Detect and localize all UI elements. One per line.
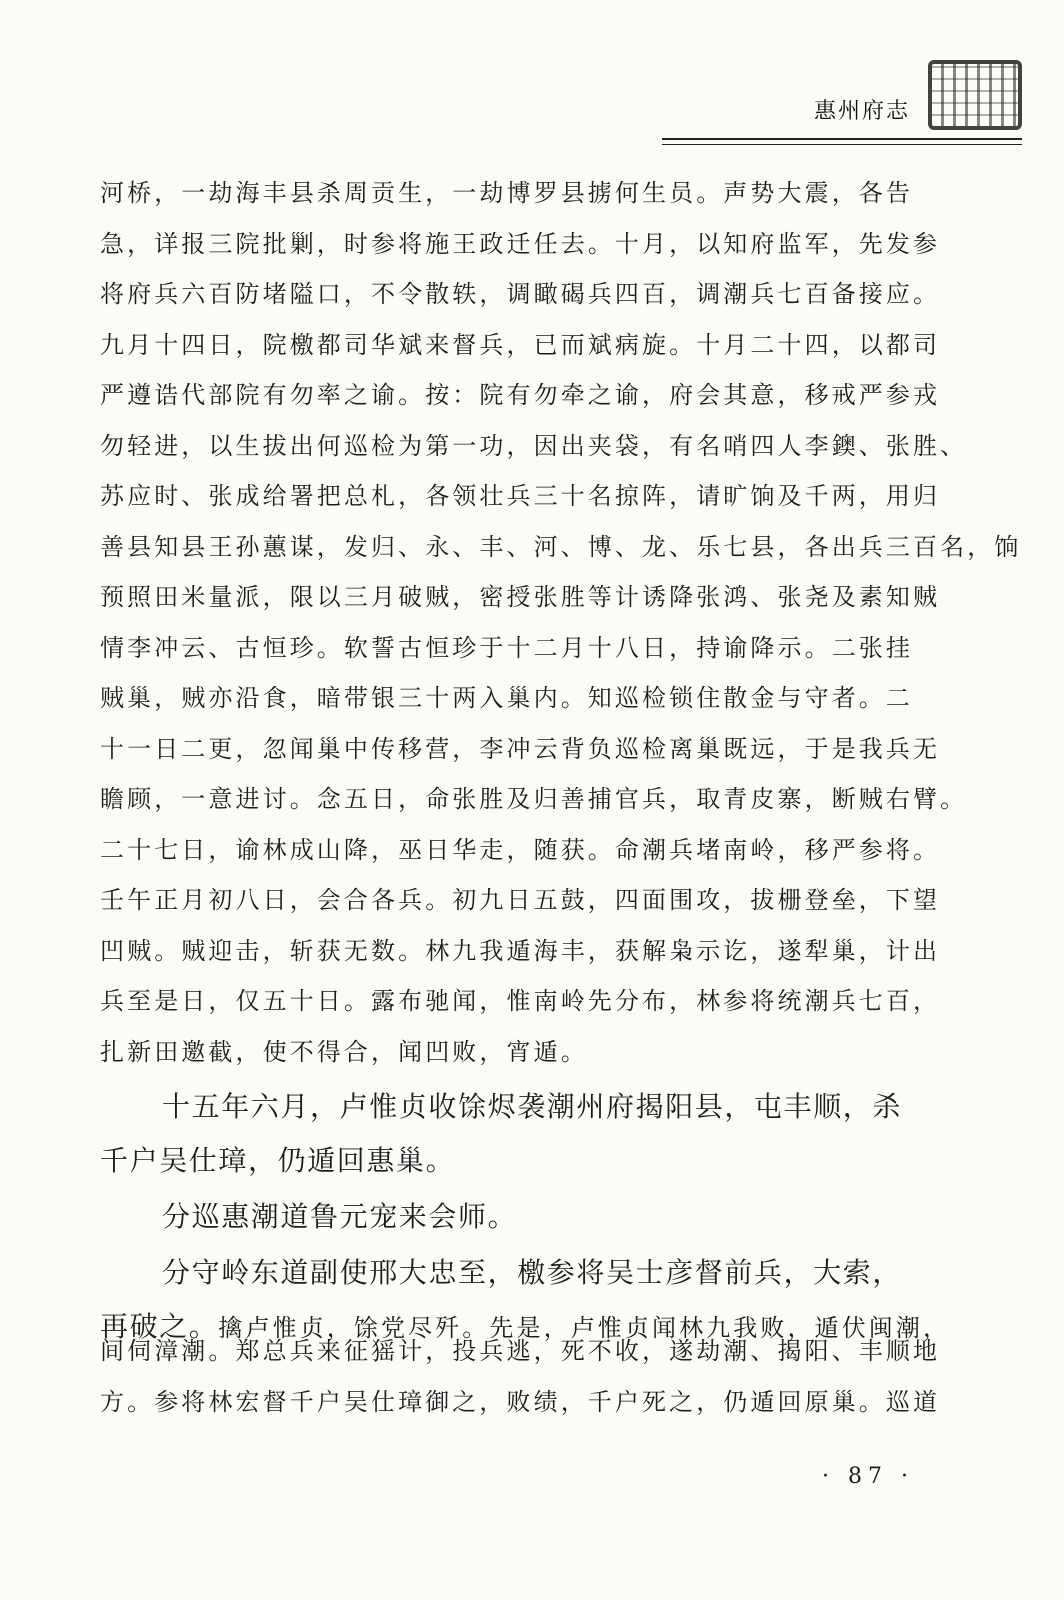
annotation-fragment: 擒卢惟贞，馀党尽歼。先是，卢惟贞闻林九我败，遁伏闽潮， [218,1314,951,1342]
text-line: 苏应时、张成给署把总札，各领壮兵三十名掠阵，请旷饷及千两，用归 [100,482,941,510]
text-line: 勿轻进，以生拔出何巡检为第一功，因出夹袋，有名哨四人李鐭、张胜、 [100,431,968,460]
running-header [662,60,1022,146]
text-line: 贼巢，贼亦沿食，暗带银三十两入巢内。知巡检锁住散金与守者。二 [100,684,913,712]
header-rule-thin [662,144,1022,145]
text-line: 间伺漳潮。郑总兵来征猺计，投兵逃，死不收，遂劫潮、揭阳、丰顺地 [100,1337,941,1365]
text-line: 十一日二更，忽闻巢中传移营，李冲云背负巡检离巢既远，于是我兵无 [100,734,941,763]
text-line: 严遵诰代部院有勿率之谕。按：院有勿牵之谕，府会其意，移戒严参戎 [100,381,941,409]
text-line: 方。参将林宏督千户吴仕璋御之，败绩，千户死之，仍遁回原巢。巡道 [100,1388,941,1416]
page-number: · 87 · [822,1464,914,1489]
text-line: 河桥，一劫海丰县杀周贡生，一劫博罗县掳何生员。声势大震，各告 [100,179,913,207]
text-line: 情李冲云、古恒珍。软誓古恒珍于十二月十八日，持谕降示。二张挂 [100,633,913,662]
body-paragraph-annotation [100,168,1022,1077]
text-line: 瞻顾，一意进讨。念五日，命张胜及归善捕官兵，取青皮寨，断贼右臂。 [100,785,968,813]
text-line: 二十七日，谕林成山降，巫日华走，随获。命潮兵堵南岭，移严参将。 [100,835,941,864]
header-rule-thick [662,138,1022,140]
main-text-line: 分守岭东道副使邢大忠至，檄参将吴士彦督前兵，大索， [162,1256,903,1289]
text-line: 兵至是日，仅五十日。露布驰闻，惟南岭先分布，林参将统潮兵七百， [100,987,941,1015]
main-text-line: 十五年六月，卢惟贞收馀烬袭潮州府揭阳县，屯丰顺，杀 [162,1090,903,1123]
body-paragraph-annotation-2 [100,1326,940,1428]
seal-logo-icon [928,60,1022,130]
text-line: 善县知县王孙蕙谋，发归、永、丰、河、博、龙、乐七县，各出兵三百名，饷 [100,532,1022,561]
text-line: 凹贼。贼迎击，斩获无数。林九我遁海丰，获解枭示讫，遂犁巢，计出 [100,936,941,965]
header-title: 惠州府志 [813,99,910,124]
body-main-text [100,1080,951,1354]
main-text-line: 千户吴仕璋，仍遁回惠巢。 [100,1144,456,1177]
text-line: 扎新田邀截，使不得合，闻凹败，宵遁。 [100,1037,588,1066]
text-line: 将府兵六百防堵隘口，不令散轶，调瞰碣兵四百，调潮兵七百备接应。 [100,280,941,308]
text-line: 九月十四日，院檄都司华斌来督兵，已而斌病旋。十月二十四，以都司 [100,330,941,359]
text-line: 壬午正月初八日，会合各兵。初九日五鼓，四面围攻，拔栅登垒，下望 [100,886,941,914]
main-text-line: 分巡惠潮道鲁元宠来会师。 [162,1200,518,1233]
text-line: 急，详报三院批剿，时参将施王政迁任去。十月，以知府监军，先发参 [100,229,941,258]
text-line: 预照田米量派，限以三月破贼，密授张胜等计诱降张鸿、张尧及素知贼 [100,583,941,611]
main-text-fragment: 再破之。 [100,1310,219,1343]
